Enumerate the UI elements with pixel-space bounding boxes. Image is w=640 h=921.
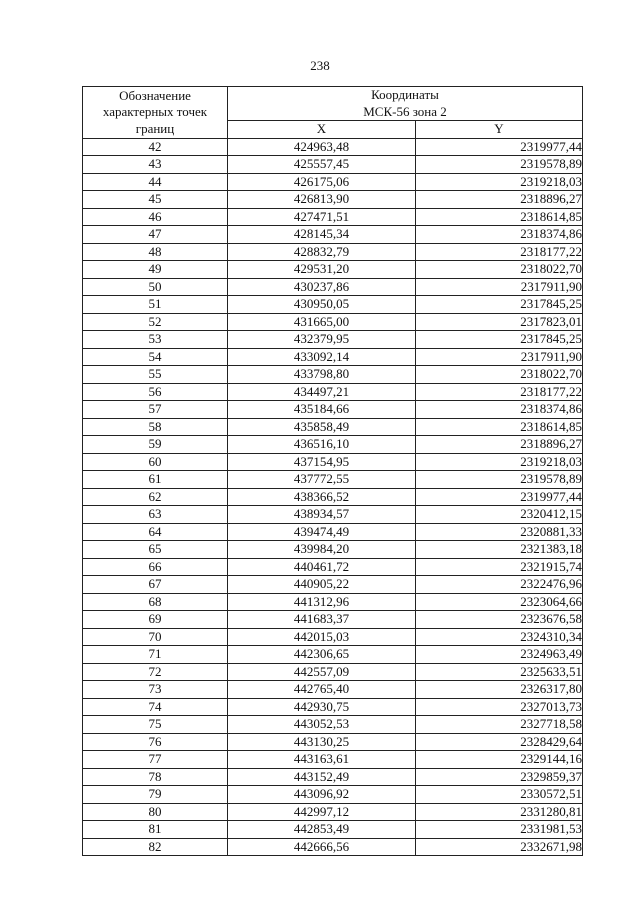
point-id-cell: 51: [83, 296, 228, 314]
point-id-cell: 44: [83, 173, 228, 191]
y-coordinate-cell: 2317845,25: [416, 331, 583, 349]
x-coordinate-cell: 442015,03: [228, 628, 416, 646]
y-coordinate-cell: 2330572,51: [416, 786, 583, 804]
y-coordinate-cell: 2317845,25: [416, 296, 583, 314]
table-row: [83, 768, 583, 786]
table-row: [83, 628, 583, 646]
y-coordinate-cell: 2318177,22: [416, 243, 583, 261]
table-row: [83, 488, 583, 506]
x-coordinate-cell: 443052,53: [228, 716, 416, 734]
point-id-cell: 67: [83, 576, 228, 594]
x-coordinate-cell: 441683,37: [228, 611, 416, 629]
y-coordinate-cell: 2320881,33: [416, 523, 583, 541]
page-number: 238: [310, 58, 330, 73]
x-coordinate-cell: 436516,10: [228, 436, 416, 454]
x-coordinate-cell: 431665,00: [228, 313, 416, 331]
x-coordinate-cell: 437154,95: [228, 453, 416, 471]
point-id-cell: 75: [83, 716, 228, 734]
x-coordinate-cell: 439984,20: [228, 541, 416, 559]
points-column-header: Обозначение характерных точек границ: [83, 87, 228, 139]
table-row: [83, 523, 583, 541]
y-coordinate-cell: 2331280,81: [416, 803, 583, 821]
point-id-cell: 52: [83, 313, 228, 331]
y-coordinate-cell: 2319218,03: [416, 173, 583, 191]
y-coordinate-cell: 2318374,86: [416, 226, 583, 244]
point-id-cell: 66: [83, 558, 228, 576]
point-id-cell: 54: [83, 348, 228, 366]
y-coordinate-cell: 2329859,37: [416, 768, 583, 786]
y-coordinate-cell: 2319218,03: [416, 453, 583, 471]
x-coordinate-cell: 438366,52: [228, 488, 416, 506]
x-coordinate-cell: 429531,20: [228, 261, 416, 279]
x-coordinate-cell: 425557,45: [228, 156, 416, 174]
table-row: [83, 821, 583, 839]
x-coordinate-cell: 428145,34: [228, 226, 416, 244]
x-coordinate-cell: 442557,09: [228, 663, 416, 681]
point-id-cell: 58: [83, 418, 228, 436]
table-row: [83, 558, 583, 576]
point-id-cell: 65: [83, 541, 228, 559]
x-coordinate-cell: 435858,49: [228, 418, 416, 436]
x-coordinate-cell: 438934,57: [228, 506, 416, 524]
table-row: [83, 663, 583, 681]
x-coordinate-cell: 424963,48: [228, 138, 416, 156]
y-coordinate-cell: 2320412,15: [416, 506, 583, 524]
y-coordinate-cell: 2332671,98: [416, 838, 583, 856]
table-row: [83, 366, 583, 384]
point-id-cell: 48: [83, 243, 228, 261]
point-id-cell: 81: [83, 821, 228, 839]
table-row: [83, 401, 583, 419]
x-coordinate-cell: 441312,96: [228, 593, 416, 611]
y-coordinate-cell: 2318374,86: [416, 401, 583, 419]
table-row: [83, 646, 583, 664]
y-coordinate-cell: 2325633,51: [416, 663, 583, 681]
point-id-cell: 53: [83, 331, 228, 349]
coordinates-title: Координаты: [371, 87, 439, 102]
table-row: [83, 786, 583, 804]
point-id-cell: 49: [83, 261, 228, 279]
y-coordinate-cell: 2319977,44: [416, 138, 583, 156]
y-coordinate-cell: 2318614,85: [416, 418, 583, 436]
x-coordinate-cell: 442306,65: [228, 646, 416, 664]
table-row: [83, 348, 583, 366]
x-coordinate-cell: 443130,25: [228, 733, 416, 751]
coordinates-table: [82, 86, 583, 856]
x-coordinate-cell: 430237,86: [228, 278, 416, 296]
y-coordinate-cell: 2318896,27: [416, 436, 583, 454]
y-coordinate-cell: 2331981,53: [416, 821, 583, 839]
x-coordinate-cell: 439474,49: [228, 523, 416, 541]
point-id-cell: 47: [83, 226, 228, 244]
table-row: [83, 698, 583, 716]
point-id-cell: 73: [83, 681, 228, 699]
y-coordinate-cell: 2324310,34: [416, 628, 583, 646]
y-coordinate-cell: 2318022,70: [416, 261, 583, 279]
point-id-cell: 61: [83, 471, 228, 489]
point-id-cell: 69: [83, 611, 228, 629]
y-coordinate-cell: 2317911,90: [416, 278, 583, 296]
table-row: [83, 471, 583, 489]
table-row: [83, 751, 583, 769]
table-row: [83, 261, 583, 279]
y-coordinate-cell: 2319578,89: [416, 156, 583, 174]
y-coordinate-cell: 2318614,85: [416, 208, 583, 226]
table-row: [83, 436, 583, 454]
x-coordinate-cell: 432379,95: [228, 331, 416, 349]
y-coordinate-cell: 2319578,89: [416, 471, 583, 489]
table-header-row: [83, 87, 583, 121]
table-row: [83, 716, 583, 734]
table-row: [83, 453, 583, 471]
point-id-cell: 64: [83, 523, 228, 541]
y-coordinate-cell: 2318022,70: [416, 366, 583, 384]
point-id-cell: 74: [83, 698, 228, 716]
x-coordinate-cell: 430950,05: [228, 296, 416, 314]
point-id-cell: 78: [83, 768, 228, 786]
point-id-cell: 82: [83, 838, 228, 856]
table-row: [83, 173, 583, 191]
point-id-cell: 79: [83, 786, 228, 804]
point-id-cell: 55: [83, 366, 228, 384]
x-column-header: X: [228, 121, 416, 139]
point-id-cell: 45: [83, 191, 228, 209]
table-row: [83, 681, 583, 699]
y-coordinate-cell: 2317911,90: [416, 348, 583, 366]
table-row: [83, 541, 583, 559]
table-row: [83, 383, 583, 401]
table-row: [83, 838, 583, 856]
table-row: [83, 418, 583, 436]
x-coordinate-cell: 427471,51: [228, 208, 416, 226]
x-coordinate-cell: 443096,92: [228, 786, 416, 804]
x-coordinate-cell: 434497,21: [228, 383, 416, 401]
x-coordinate-cell: 442765,40: [228, 681, 416, 699]
table-row: [83, 243, 583, 261]
point-id-cell: 77: [83, 751, 228, 769]
y-coordinate-cell: 2324963,49: [416, 646, 583, 664]
table-row: [83, 156, 583, 174]
table-row: [83, 803, 583, 821]
y-coordinate-cell: 2322476,96: [416, 576, 583, 594]
x-coordinate-cell: 442666,56: [228, 838, 416, 856]
point-id-cell: 71: [83, 646, 228, 664]
y-column-header: Y: [416, 121, 583, 139]
x-coordinate-cell: 442997,12: [228, 803, 416, 821]
point-id-cell: 43: [83, 156, 228, 174]
y-coordinate-cell: 2329144,16: [416, 751, 583, 769]
point-id-cell: 57: [83, 401, 228, 419]
point-id-cell: 76: [83, 733, 228, 751]
table-row: [83, 576, 583, 594]
table-row: [83, 506, 583, 524]
point-id-cell: 56: [83, 383, 228, 401]
x-coordinate-cell: 426175,06: [228, 173, 416, 191]
point-id-cell: 50: [83, 278, 228, 296]
y-coordinate-cell: 2326317,80: [416, 681, 583, 699]
y-coordinate-cell: 2318896,27: [416, 191, 583, 209]
table-row: [83, 313, 583, 331]
table-row: [83, 226, 583, 244]
point-id-cell: 70: [83, 628, 228, 646]
y-coordinate-cell: 2323064,66: [416, 593, 583, 611]
table-row: [83, 138, 583, 156]
point-id-cell: 59: [83, 436, 228, 454]
coordinates-group-header: [228, 87, 583, 121]
y-coordinate-cell: 2317823,01: [416, 313, 583, 331]
point-id-cell: 80: [83, 803, 228, 821]
x-coordinate-cell: 442853,49: [228, 821, 416, 839]
point-id-cell: 60: [83, 453, 228, 471]
table-row: [83, 593, 583, 611]
y-coordinate-cell: 2321915,74: [416, 558, 583, 576]
y-coordinate-cell: 2323676,58: [416, 611, 583, 629]
y-coordinate-cell: 2319977,44: [416, 488, 583, 506]
point-id-cell: 62: [83, 488, 228, 506]
table-row: [83, 278, 583, 296]
table-row: [83, 331, 583, 349]
y-coordinate-cell: 2328429,64: [416, 733, 583, 751]
x-coordinate-cell: 426813,90: [228, 191, 416, 209]
x-coordinate-cell: 433092,14: [228, 348, 416, 366]
point-id-cell: 46: [83, 208, 228, 226]
x-coordinate-cell: 428832,79: [228, 243, 416, 261]
table-row: [83, 191, 583, 209]
table-row: [83, 611, 583, 629]
coordinate-system: МСК-56 зона 2: [363, 103, 447, 119]
x-coordinate-cell: 437772,55: [228, 471, 416, 489]
x-coordinate-cell: 440461,72: [228, 558, 416, 576]
x-coordinate-cell: 442930,75: [228, 698, 416, 716]
table-row: [83, 296, 583, 314]
table-body: [83, 138, 583, 856]
x-coordinate-cell: 435184,66: [228, 401, 416, 419]
y-coordinate-cell: 2327013,73: [416, 698, 583, 716]
table-row: [83, 733, 583, 751]
x-coordinate-cell: 440905,22: [228, 576, 416, 594]
point-id-cell: 68: [83, 593, 228, 611]
y-coordinate-cell: 2321383,18: [416, 541, 583, 559]
y-coordinate-cell: 2318177,22: [416, 383, 583, 401]
x-coordinate-cell: 443163,61: [228, 751, 416, 769]
point-id-cell: 72: [83, 663, 228, 681]
table-row: [83, 208, 583, 226]
x-coordinate-cell: 443152,49: [228, 768, 416, 786]
point-id-cell: 42: [83, 138, 228, 156]
point-id-cell: 63: [83, 506, 228, 524]
y-coordinate-cell: 2327718,58: [416, 716, 583, 734]
x-coordinate-cell: 433798,80: [228, 366, 416, 384]
